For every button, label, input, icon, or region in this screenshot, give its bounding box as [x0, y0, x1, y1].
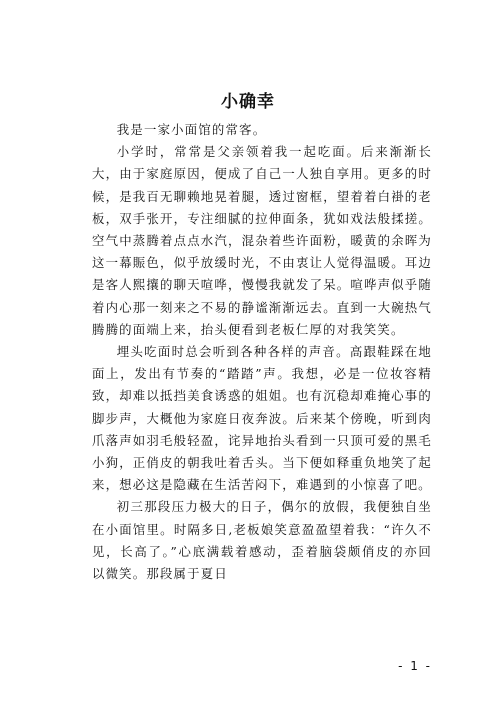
document-body [92, 119, 432, 585]
page-number: - 1 - [398, 659, 432, 673]
document-title: 小确幸 [221, 92, 275, 112]
paragraph-2: 小学时，常常是父亲领着我一起吃面。后来渐渐长大，由于家庭原因，便成了自己一人独自享用。更多的时候，是我百无聊赖地晃着腿，透过窗框，望着着白褂的老板，双手张开，专注细腻的拉伸面条，犹如戏法般揉搓。空气中蒸腾着点点水汽，混杂着些许面粉，暖黄的余晖为这一幕賑色，似乎放缓时光，不由衷让人觉得温暖。耳边是客人熙攘的聊天喧哗，慢慢我就发了呆。喧哗声似乎随着内心那一刻来之不易的静谧渐渐远去。直到一大碗热气腾腾的面端上来，抬头便看到老板仁厚的对我笑笑。 [92, 144, 432, 337]
paragraph-1: 我是一家小面馆的常客。 [116, 122, 267, 137]
paragraph-3: 埋头吃面时总会听到各种各样的声音。高跟鞋踩在地面上，发出有节奏的“踏踏”声。我想，必是一位妆容精致，却难以抵挡美食诱惑的姐姐。也有沉稳却难掩心事的脚步声，大概他为家庭日夜奔波。后来某个傍晚，听到肉爪落声如羽毛般轻盈，诧异地抬头看到一只顶可爱的黑毛小狗，正俏皮的朝我吐着舌头。当下便如释重负地笑了起来，想必这是隐藏在生活苦闷下，难遇到的小惊喜了吧。 [92, 344, 432, 493]
paragraph-4: 初三那段压力极大的日子，偶尔的放假，我便独自坐在小面馆里。时隔多日,老板娘笑意盈盈望着我：“许久不见，长高了。”心底满载着感动，歪着脑袋颇俏皮的亦回以微笑。那段属于夏日 [92, 499, 432, 582]
